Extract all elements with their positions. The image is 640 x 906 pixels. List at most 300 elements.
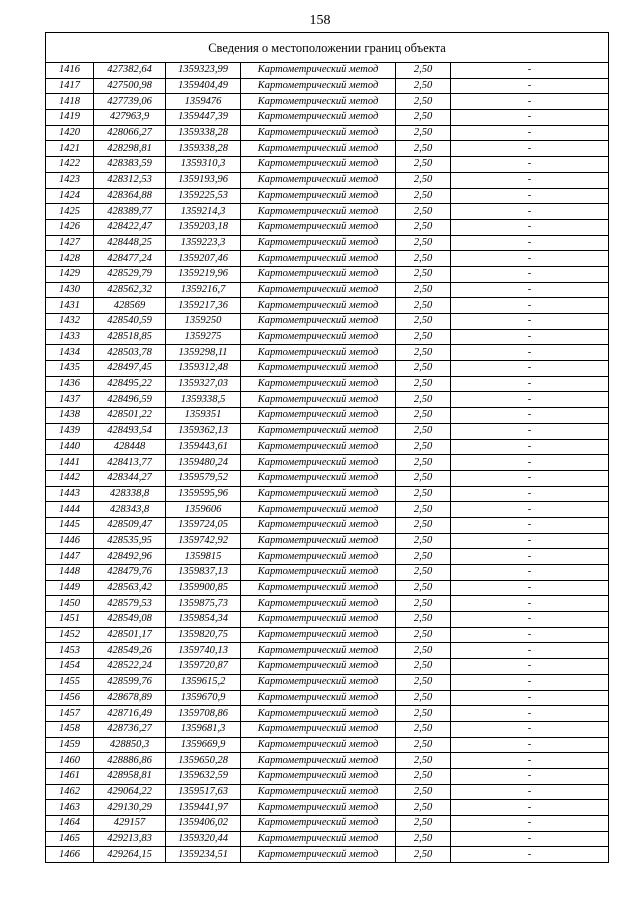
- point-number-cell: 1460: [46, 753, 94, 769]
- point-number-cell: 1462: [46, 784, 94, 800]
- table-row: [46, 172, 609, 188]
- description-cell: -: [451, 298, 609, 314]
- y-coordinate-cell: 1359724,05: [166, 517, 241, 533]
- description-cell: -: [451, 266, 609, 282]
- method-cell: Картометрический метод: [241, 816, 396, 832]
- page-number: 158: [309, 13, 331, 28]
- accuracy-cell: 2,50: [396, 282, 451, 298]
- point-number-cell: 1427: [46, 235, 94, 251]
- method-cell: Картометрический метод: [241, 439, 396, 455]
- description-cell: -: [451, 408, 609, 424]
- y-coordinate-cell: 1359820,75: [166, 627, 241, 643]
- point-number-cell: 1433: [46, 329, 94, 345]
- method-cell: Картометрический метод: [241, 329, 396, 345]
- table-row: [46, 549, 609, 565]
- accuracy-cell: 2,50: [396, 408, 451, 424]
- x-coordinate-cell: 428479,76: [94, 565, 166, 581]
- y-coordinate-cell: 1359193,96: [166, 172, 241, 188]
- accuracy-cell: 2,50: [396, 266, 451, 282]
- y-coordinate-cell: 1359650,28: [166, 753, 241, 769]
- description-cell: -: [451, 612, 609, 628]
- description-cell: -: [451, 235, 609, 251]
- accuracy-cell: 2,50: [396, 690, 451, 706]
- x-coordinate-cell: 428579,53: [94, 596, 166, 612]
- table-row: [46, 627, 609, 643]
- description-cell: -: [451, 110, 609, 126]
- method-cell: Картометрический метод: [241, 659, 396, 675]
- accuracy-cell: 2,50: [396, 439, 451, 455]
- accuracy-cell: 2,50: [396, 423, 451, 439]
- method-cell: Картометрический метод: [241, 706, 396, 722]
- y-coordinate-cell: 1359595,96: [166, 486, 241, 502]
- x-coordinate-cell: 428736,27: [94, 721, 166, 737]
- table-row: [46, 188, 609, 204]
- method-cell: Картометрический метод: [241, 141, 396, 157]
- method-cell: Картометрический метод: [241, 690, 396, 706]
- x-coordinate-cell: 428066,27: [94, 125, 166, 141]
- description-cell: -: [451, 768, 609, 784]
- method-cell: Картометрический метод: [241, 392, 396, 408]
- table-row: [46, 596, 609, 612]
- point-number-cell: 1451: [46, 612, 94, 628]
- accuracy-cell: 2,50: [396, 502, 451, 518]
- description-cell: -: [451, 361, 609, 377]
- method-cell: Картометрический метод: [241, 800, 396, 816]
- description-cell: -: [451, 816, 609, 832]
- method-cell: Картометрический метод: [241, 235, 396, 251]
- x-coordinate-cell: 429157: [94, 816, 166, 832]
- method-cell: Картометрический метод: [241, 204, 396, 220]
- accuracy-cell: 2,50: [396, 110, 451, 126]
- point-number-cell: 1459: [46, 737, 94, 753]
- description-cell: -: [451, 580, 609, 596]
- accuracy-cell: 2,50: [396, 345, 451, 361]
- point-number-cell: 1426: [46, 219, 94, 235]
- y-coordinate-cell: 1359854,34: [166, 612, 241, 628]
- point-number-cell: 1449: [46, 580, 94, 596]
- x-coordinate-cell: 428599,76: [94, 674, 166, 690]
- method-cell: Картометрический метод: [241, 63, 396, 79]
- point-number-cell: 1416: [46, 63, 94, 79]
- x-coordinate-cell: 428501,22: [94, 408, 166, 424]
- description-cell: -: [451, 172, 609, 188]
- y-coordinate-cell: 1359310,3: [166, 157, 241, 173]
- table-row: [46, 517, 609, 533]
- point-number-cell: 1465: [46, 831, 94, 847]
- x-coordinate-cell: 428509,47: [94, 517, 166, 533]
- accuracy-cell: 2,50: [396, 486, 451, 502]
- y-coordinate-cell: 1359404,49: [166, 78, 241, 94]
- point-number-cell: 1447: [46, 549, 94, 565]
- point-number-cell: 1418: [46, 94, 94, 110]
- x-coordinate-cell: 428958,81: [94, 768, 166, 784]
- x-coordinate-cell: 428563,42: [94, 580, 166, 596]
- method-cell: Картометрический метод: [241, 172, 396, 188]
- accuracy-cell: 2,50: [396, 580, 451, 596]
- description-cell: -: [451, 376, 609, 392]
- y-coordinate-cell: 1359875,73: [166, 596, 241, 612]
- x-coordinate-cell: 427500,98: [94, 78, 166, 94]
- point-number-cell: 1428: [46, 251, 94, 267]
- description-cell: -: [451, 423, 609, 439]
- point-number-cell: 1463: [46, 800, 94, 816]
- table-row: [46, 63, 609, 79]
- accuracy-cell: 2,50: [396, 188, 451, 204]
- y-coordinate-cell: 1359338,28: [166, 125, 241, 141]
- accuracy-cell: 2,50: [396, 627, 451, 643]
- point-number-cell: 1417: [46, 78, 94, 94]
- accuracy-cell: 2,50: [396, 63, 451, 79]
- description-cell: -: [451, 282, 609, 298]
- y-coordinate-cell: 1359579,52: [166, 470, 241, 486]
- point-number-cell: 1435: [46, 361, 94, 377]
- y-coordinate-cell: 1359216,7: [166, 282, 241, 298]
- accuracy-cell: 2,50: [396, 533, 451, 549]
- table-row: [46, 110, 609, 126]
- y-coordinate-cell: 1359234,51: [166, 847, 241, 863]
- y-coordinate-cell: 1359670,9: [166, 690, 241, 706]
- method-cell: Картометрический метод: [241, 282, 396, 298]
- x-coordinate-cell: 428569: [94, 298, 166, 314]
- y-coordinate-cell: 1359740,13: [166, 643, 241, 659]
- accuracy-cell: 2,50: [396, 800, 451, 816]
- y-coordinate-cell: 1359615,2: [166, 674, 241, 690]
- point-number-cell: 1429: [46, 266, 94, 282]
- y-coordinate-cell: 1359480,24: [166, 455, 241, 471]
- table-title: Сведения о местоположении границ объекта: [46, 33, 609, 63]
- accuracy-cell: 2,50: [396, 517, 451, 533]
- y-coordinate-cell: 1359476: [166, 94, 241, 110]
- x-coordinate-cell: 428540,59: [94, 314, 166, 330]
- description-cell: -: [451, 486, 609, 502]
- method-cell: Картометрический метод: [241, 784, 396, 800]
- point-number-cell: 1430: [46, 282, 94, 298]
- description-cell: -: [451, 94, 609, 110]
- table-row: [46, 204, 609, 220]
- table-row: [46, 721, 609, 737]
- accuracy-cell: 2,50: [396, 674, 451, 690]
- table-row: [46, 439, 609, 455]
- method-cell: Картометрический метод: [241, 157, 396, 173]
- description-cell: -: [451, 188, 609, 204]
- method-cell: Картометрический метод: [241, 596, 396, 612]
- x-coordinate-cell: 428344,27: [94, 470, 166, 486]
- accuracy-cell: 2,50: [396, 643, 451, 659]
- table-row: [46, 580, 609, 596]
- method-cell: Картометрический метод: [241, 470, 396, 486]
- point-number-cell: 1432: [46, 314, 94, 330]
- y-coordinate-cell: 1359312,48: [166, 361, 241, 377]
- table-row: [46, 78, 609, 94]
- table-row: [46, 502, 609, 518]
- accuracy-cell: 2,50: [396, 172, 451, 188]
- description-cell: -: [451, 251, 609, 267]
- description-cell: -: [451, 204, 609, 220]
- table-row: [46, 706, 609, 722]
- x-coordinate-cell: 428338,8: [94, 486, 166, 502]
- method-cell: Картометрический метод: [241, 737, 396, 753]
- method-cell: Картометрический метод: [241, 502, 396, 518]
- x-coordinate-cell: 428448,25: [94, 235, 166, 251]
- point-number-cell: 1453: [46, 643, 94, 659]
- point-number-cell: 1423: [46, 172, 94, 188]
- point-number-cell: 1419: [46, 110, 94, 126]
- point-number-cell: 1445: [46, 517, 94, 533]
- point-number-cell: 1441: [46, 455, 94, 471]
- accuracy-cell: 2,50: [396, 78, 451, 94]
- y-coordinate-cell: 1359443,61: [166, 439, 241, 455]
- accuracy-cell: 2,50: [396, 314, 451, 330]
- method-cell: Картометрический метод: [241, 219, 396, 235]
- accuracy-cell: 2,50: [396, 329, 451, 345]
- x-coordinate-cell: 428886,86: [94, 753, 166, 769]
- accuracy-cell: 2,50: [396, 392, 451, 408]
- x-coordinate-cell: 428389,77: [94, 204, 166, 220]
- table-row: [46, 219, 609, 235]
- description-cell: -: [451, 141, 609, 157]
- y-coordinate-cell: 1359250: [166, 314, 241, 330]
- table-row: [46, 737, 609, 753]
- accuracy-cell: 2,50: [396, 706, 451, 722]
- y-coordinate-cell: 1359217,36: [166, 298, 241, 314]
- x-coordinate-cell: 428678,89: [94, 690, 166, 706]
- accuracy-cell: 2,50: [396, 721, 451, 737]
- table-row: [46, 847, 609, 863]
- method-cell: Картометрический метод: [241, 266, 396, 282]
- point-number-cell: 1464: [46, 816, 94, 832]
- accuracy-cell: 2,50: [396, 204, 451, 220]
- method-cell: Картометрический метод: [241, 643, 396, 659]
- point-number-cell: 1442: [46, 470, 94, 486]
- x-coordinate-cell: 428495,22: [94, 376, 166, 392]
- method-cell: Картометрический метод: [241, 847, 396, 863]
- method-cell: Картометрический метод: [241, 549, 396, 565]
- accuracy-cell: 2,50: [396, 251, 451, 267]
- accuracy-cell: 2,50: [396, 816, 451, 832]
- x-coordinate-cell: 428493,54: [94, 423, 166, 439]
- point-number-cell: 1452: [46, 627, 94, 643]
- x-coordinate-cell: 429130,29: [94, 800, 166, 816]
- y-coordinate-cell: 1359669,9: [166, 737, 241, 753]
- y-coordinate-cell: 1359720,87: [166, 659, 241, 675]
- table-row: [46, 455, 609, 471]
- x-coordinate-cell: 429264,15: [94, 847, 166, 863]
- table-row: [46, 408, 609, 424]
- description-cell: -: [451, 63, 609, 79]
- description-cell: -: [451, 392, 609, 408]
- method-cell: Картометрический метод: [241, 110, 396, 126]
- y-coordinate-cell: 1359351: [166, 408, 241, 424]
- point-number-cell: 1448: [46, 565, 94, 581]
- y-coordinate-cell: 1359815: [166, 549, 241, 565]
- description-cell: -: [451, 78, 609, 94]
- description-cell: -: [451, 345, 609, 361]
- table-row: [46, 690, 609, 706]
- y-coordinate-cell: 1359837,13: [166, 565, 241, 581]
- y-coordinate-cell: 1359219,96: [166, 266, 241, 282]
- y-coordinate-cell: 1359338,28: [166, 141, 241, 157]
- x-coordinate-cell: 428850,3: [94, 737, 166, 753]
- x-coordinate-cell: 428503,78: [94, 345, 166, 361]
- table-row: [46, 345, 609, 361]
- method-cell: Картометрический метод: [241, 314, 396, 330]
- x-coordinate-cell: 428413,77: [94, 455, 166, 471]
- x-coordinate-cell: 427739,06: [94, 94, 166, 110]
- method-cell: Картометрический метод: [241, 423, 396, 439]
- table-row: [46, 141, 609, 157]
- table-row: [46, 361, 609, 377]
- description-cell: -: [451, 784, 609, 800]
- method-cell: Картометрический метод: [241, 298, 396, 314]
- method-cell: Картометрический метод: [241, 831, 396, 847]
- point-number-cell: 1444: [46, 502, 94, 518]
- description-cell: -: [451, 517, 609, 533]
- method-cell: Картометрический метод: [241, 721, 396, 737]
- method-cell: Картометрический метод: [241, 376, 396, 392]
- accuracy-cell: 2,50: [396, 768, 451, 784]
- point-number-cell: 1438: [46, 408, 94, 424]
- method-cell: Картометрический метод: [241, 612, 396, 628]
- x-coordinate-cell: 428518,85: [94, 329, 166, 345]
- table-row: [46, 816, 609, 832]
- point-number-cell: 1420: [46, 125, 94, 141]
- x-coordinate-cell: 428383,59: [94, 157, 166, 173]
- x-coordinate-cell: 428562,32: [94, 282, 166, 298]
- table-row: [46, 329, 609, 345]
- description-cell: -: [451, 627, 609, 643]
- x-coordinate-cell: 428522,24: [94, 659, 166, 675]
- method-cell: Картометрический метод: [241, 517, 396, 533]
- description-cell: -: [451, 706, 609, 722]
- point-number-cell: 1437: [46, 392, 94, 408]
- y-coordinate-cell: 1359327,03: [166, 376, 241, 392]
- method-cell: Картометрический метод: [241, 565, 396, 581]
- table-row: [46, 612, 609, 628]
- x-coordinate-cell: 429064,22: [94, 784, 166, 800]
- accuracy-cell: 2,50: [396, 125, 451, 141]
- accuracy-cell: 2,50: [396, 157, 451, 173]
- accuracy-cell: 2,50: [396, 361, 451, 377]
- point-number-cell: 1439: [46, 423, 94, 439]
- table-row: [46, 486, 609, 502]
- description-cell: -: [451, 596, 609, 612]
- y-coordinate-cell: 1359338,5: [166, 392, 241, 408]
- description-cell: -: [451, 721, 609, 737]
- x-coordinate-cell: 428496,59: [94, 392, 166, 408]
- table-row: [46, 235, 609, 251]
- point-number-cell: 1424: [46, 188, 94, 204]
- description-cell: -: [451, 659, 609, 675]
- x-coordinate-cell: 428364,88: [94, 188, 166, 204]
- accuracy-cell: 2,50: [396, 596, 451, 612]
- point-number-cell: 1421: [46, 141, 94, 157]
- y-coordinate-cell: 1359275: [166, 329, 241, 345]
- description-cell: -: [451, 549, 609, 565]
- table-row: [46, 831, 609, 847]
- x-coordinate-cell: 428549,08: [94, 612, 166, 628]
- accuracy-cell: 2,50: [396, 298, 451, 314]
- table-row: [46, 784, 609, 800]
- accuracy-cell: 2,50: [396, 612, 451, 628]
- accuracy-cell: 2,50: [396, 659, 451, 675]
- accuracy-cell: 2,50: [396, 784, 451, 800]
- point-number-cell: 1454: [46, 659, 94, 675]
- y-coordinate-cell: 1359681,3: [166, 721, 241, 737]
- y-coordinate-cell: 1359223,3: [166, 235, 241, 251]
- x-coordinate-cell: 429213,83: [94, 831, 166, 847]
- table-row: [46, 674, 609, 690]
- point-number-cell: 1436: [46, 376, 94, 392]
- table-row: [46, 157, 609, 173]
- table-row: [46, 423, 609, 439]
- y-coordinate-cell: 1359214,3: [166, 204, 241, 220]
- x-coordinate-cell: 428501,17: [94, 627, 166, 643]
- table-row: [46, 251, 609, 267]
- y-coordinate-cell: 1359225,53: [166, 188, 241, 204]
- description-cell: -: [451, 502, 609, 518]
- y-coordinate-cell: 1359323,99: [166, 63, 241, 79]
- description-cell: -: [451, 329, 609, 345]
- method-cell: Картометрический метод: [241, 94, 396, 110]
- description-cell: -: [451, 690, 609, 706]
- description-cell: -: [451, 470, 609, 486]
- accuracy-cell: 2,50: [396, 470, 451, 486]
- point-number-cell: 1450: [46, 596, 94, 612]
- table-row: [46, 314, 609, 330]
- x-coordinate-cell: 428535,95: [94, 533, 166, 549]
- description-cell: -: [451, 831, 609, 847]
- y-coordinate-cell: 1359632,59: [166, 768, 241, 784]
- accuracy-cell: 2,50: [396, 565, 451, 581]
- y-coordinate-cell: 1359742,92: [166, 533, 241, 549]
- point-number-cell: 1422: [46, 157, 94, 173]
- x-coordinate-cell: 427963,9: [94, 110, 166, 126]
- point-number-cell: 1466: [46, 847, 94, 863]
- method-cell: Картометрический метод: [241, 345, 396, 361]
- coordinates-table: [45, 32, 609, 863]
- accuracy-cell: 2,50: [396, 235, 451, 251]
- point-number-cell: 1457: [46, 706, 94, 722]
- y-coordinate-cell: 1359708,86: [166, 706, 241, 722]
- x-coordinate-cell: 428298,81: [94, 141, 166, 157]
- description-cell: -: [451, 439, 609, 455]
- method-cell: Картометрический метод: [241, 753, 396, 769]
- method-cell: Картометрический метод: [241, 408, 396, 424]
- accuracy-cell: 2,50: [396, 549, 451, 565]
- table-row: [46, 376, 609, 392]
- point-number-cell: 1461: [46, 768, 94, 784]
- x-coordinate-cell: 428497,45: [94, 361, 166, 377]
- x-coordinate-cell: 428343,8: [94, 502, 166, 518]
- x-coordinate-cell: 428492,96: [94, 549, 166, 565]
- x-coordinate-cell: 428549,26: [94, 643, 166, 659]
- method-cell: Картометрический метод: [241, 125, 396, 141]
- accuracy-cell: 2,50: [396, 847, 451, 863]
- description-cell: -: [451, 219, 609, 235]
- description-cell: -: [451, 455, 609, 471]
- description-cell: -: [451, 847, 609, 863]
- y-coordinate-cell: 1359517,63: [166, 784, 241, 800]
- description-cell: -: [451, 565, 609, 581]
- accuracy-cell: 2,50: [396, 219, 451, 235]
- x-coordinate-cell: 428312,53: [94, 172, 166, 188]
- table-row: [46, 565, 609, 581]
- description-cell: -: [451, 800, 609, 816]
- method-cell: Картометрический метод: [241, 188, 396, 204]
- accuracy-cell: 2,50: [396, 753, 451, 769]
- method-cell: Картометрический метод: [241, 78, 396, 94]
- description-cell: -: [451, 125, 609, 141]
